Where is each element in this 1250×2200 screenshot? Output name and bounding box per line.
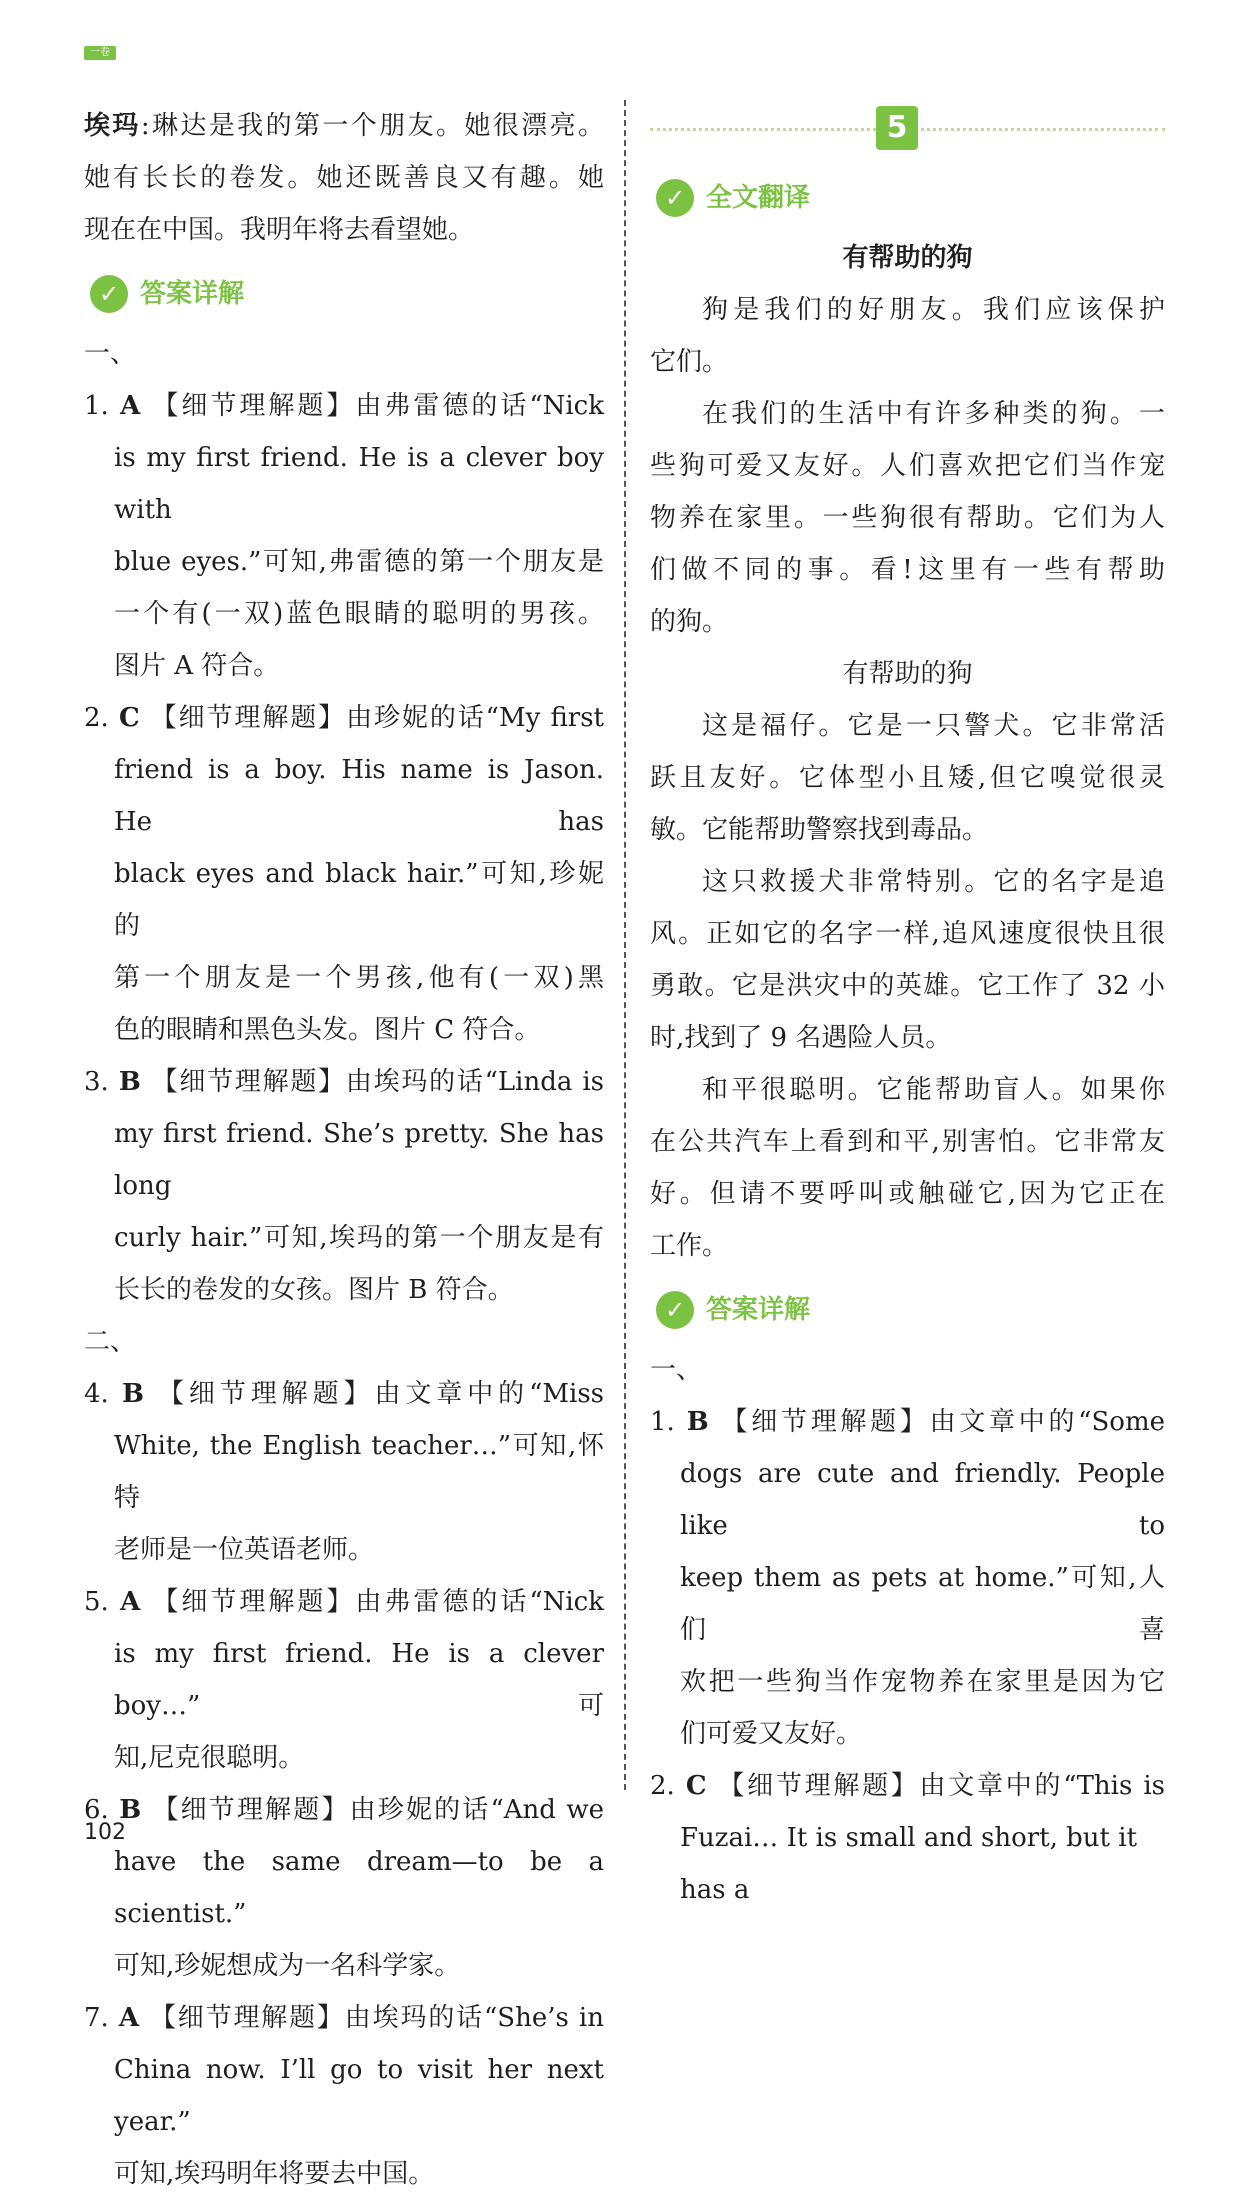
item-number: 6. [84,1795,120,1825]
answers-header-right [650,1278,1165,1342]
column-divider [624,100,626,1790]
paragraph-line: 在我们的生活中有许多种类的狗。一 [702,399,1165,429]
answer-item-line: 可知,埃玛明年将要去中国。 [114,2159,435,2189]
answer-item-line [650,1760,1165,1812]
right-items [650,1396,1165,1916]
answer-item-line: 老师是一位英语老师。 [114,1535,375,1565]
paragraph-line: 的狗。 [650,607,729,637]
intro-line-1 [84,100,604,152]
intro-line-1-text: :琳达是我的第一个朋友。她很漂亮。 [140,111,604,141]
check-icon: ✓ [90,275,128,313]
answer-item-line: 第一个朋友是一个男孩,他有(一双)黑 [114,963,604,993]
item-number: 1. [84,391,121,421]
answer-item-line: 长长的卷发的女孩。图片 B 符合。 [114,1275,514,1305]
answer-item-line: White, the English teacher…”可知,怀特 [114,1431,604,1513]
paragraph-line: 这只救援犬非常特别。它的名字是追 [702,867,1165,897]
item-text: 【细节理解题】由文章中的“This is [718,1771,1165,1801]
intro-line-3: 现在在中国。我明年将去看望她。 [84,215,475,245]
item-text: 【细节理解题】由珍妮的话“And we [152,1795,604,1825]
item-number: 5. [84,1587,121,1617]
item-answer: C [119,703,151,733]
translation-paragraphs-2 [650,700,1165,1272]
answer-item-line: 图片 A 符合。 [114,651,280,681]
answer-item-line: is my first friend. He is a clever boy…”可 [114,1639,604,1721]
answers-header-left [84,262,604,326]
page-number: 102 [84,1820,126,1845]
paragraph-line: 好。但请不要呼叫或触碰它,因为它正在 [650,1179,1165,1209]
translation-paragraphs [650,284,1165,648]
answer-item-line: 可知,珍妮想成为一名科学家。 [114,1951,461,1981]
answer-item-line [650,1396,1165,1448]
answer-item-line: is my first friend. He is a clever boy with [114,443,604,525]
item-answer: A [118,2003,150,2033]
paragraph-line: 物养在家里。一些狗很有帮助。它们为人 [650,503,1165,533]
item-number: 3. [84,1067,119,1097]
answer-item-line: 们可爱又友好。 [680,1719,863,1749]
item-text: 【细节理解题】由埃玛的话“She’s in [149,2003,604,2033]
answers-title-left: 答案详解 [140,279,245,309]
item-answer: B [119,1795,153,1825]
answer-item-line: 知,尼克很聪明。 [114,1743,305,1773]
paragraph-line: 敏。它能帮助警察找到毒品。 [650,815,989,845]
answers-title-right: 答案详解 [706,1295,811,1325]
intro-line-2: 她有长长的卷发。她还既善良又有趣。她 [84,163,604,193]
item-text: 【细节理解题】由弗雷德的话“Nick [152,391,604,421]
answer-item-line [84,1784,604,1836]
section-label-1: 一、 [84,339,137,369]
speaker-label: 埃玛 [84,111,141,141]
answer-item-line [84,692,604,744]
article-title: 有帮助的狗 [842,243,973,273]
right-column [650,100,1165,1916]
answer-item-line: Fuzai… It is small and short, but it has a [680,1823,1138,1905]
item-text: 【细节理解题】由埃玛的话“Linda is [151,1067,605,1097]
item-number: 1. [650,1407,687,1437]
answer-item-line: my first friend. She’s pretty. She has long [114,1119,604,1201]
paragraph-line: 它们。 [650,347,729,377]
item-number: 4. [84,1379,122,1409]
answer-item-line [84,1368,604,1420]
answer-item-line: China now. I’ll go to visit her next year.” [114,2055,604,2137]
item-answer: A [120,1587,153,1617]
item-answer: B [686,1407,722,1437]
answer-item-line: keep them as pets at home.”可知,人们喜 [680,1563,1165,1645]
answer-item-line: curly hair.”可知,埃玛的第一个朋友是有 [114,1223,604,1253]
unit-badge-row [650,100,1165,160]
check-icon: ✓ [656,179,694,217]
answer-item-line: blue eyes.”可知,弗雷德的第一个朋友是 [114,547,604,577]
answer-item-line [84,380,604,432]
paragraph-line: 跃且友好。它体型小且矮,但它嗅觉很灵 [650,763,1165,793]
section-label-2: 二、 [84,1327,137,1357]
left-column [84,100,604,2200]
paragraph-line: 工作。 [650,1231,729,1261]
paragraph-line: 们做不同的事。看!这里有一些有帮助 [650,555,1165,585]
answer-item-line: friend is a boy. His name is Jason. He has [114,755,604,837]
article-subtitle: 有帮助的狗 [842,659,973,689]
answer-item-line: black eyes and black hair.”可知,珍妮的 [114,859,604,941]
left-items-1 [84,380,604,1316]
paragraph-line: 狗是我们的好朋友。我们应该保护 [702,295,1165,325]
item-text: 【细节理解题】由文章中的“Miss [157,1379,605,1409]
answer-item-line: 一个有(一双)蓝色眼睛的聪明的男孩。 [114,599,604,629]
item-text: 【细节理解题】由弗雷德的话“Nick [152,1587,604,1617]
unit-number-badge: 5 [876,106,918,150]
answer-item-line: have the same dream—to be a scientist.” [114,1847,604,1929]
left-items-2 [84,1368,604,2200]
item-answer: B [118,1067,152,1097]
item-text: 【细节理解题】由文章中的“Some [721,1407,1165,1437]
paragraph-line: 时,找到了 9 名遇险人员。 [650,1023,952,1053]
item-text: 【细节理解题】由珍妮的话“My first [150,703,605,733]
paragraph-line: 这是福仔。它是一只警犬。它非常活 [702,711,1165,741]
answer-item-line: 色的眼睛和黑色头发。图片 C 符合。 [114,1015,541,1045]
answer-item-line [84,1576,604,1628]
answer-item-line: 欢把一些狗当作宠物养在家里是因为它 [680,1667,1165,1697]
item-number: 2. [84,703,119,733]
translation-title: 全文翻译 [706,183,811,213]
paragraph-line: 和平很聪明。它能帮助盲人。如果你 [702,1075,1165,1105]
item-number: 7. [84,2003,119,2033]
paragraph-line: 在公共汽车上看到和平,别害怕。它非常友 [650,1127,1165,1157]
answer-item-line: dogs are cute and friendly. People like to [680,1459,1165,1541]
corner-tag: 一卷 [84,46,116,60]
item-answer: C [685,1771,719,1801]
paragraph-line: 勇敢。它是洪灾中的英雄。它工作了 32 小 [650,971,1165,1001]
check-icon: ✓ [656,1291,694,1329]
paragraph-line: 些狗可爱又友好。人们喜欢把它们当作宠 [650,451,1165,481]
item-answer: B [122,1379,158,1409]
answer-item-line [84,1992,604,2044]
answer-item-line [84,1056,604,1108]
item-number: 2. [650,1771,686,1801]
item-answer: A [120,391,153,421]
translation-header [650,166,1165,230]
paragraph-line: 风。正如它的名字一样,追风速度很快且很 [650,919,1165,949]
section-label-right-1: 一、 [650,1355,703,1385]
